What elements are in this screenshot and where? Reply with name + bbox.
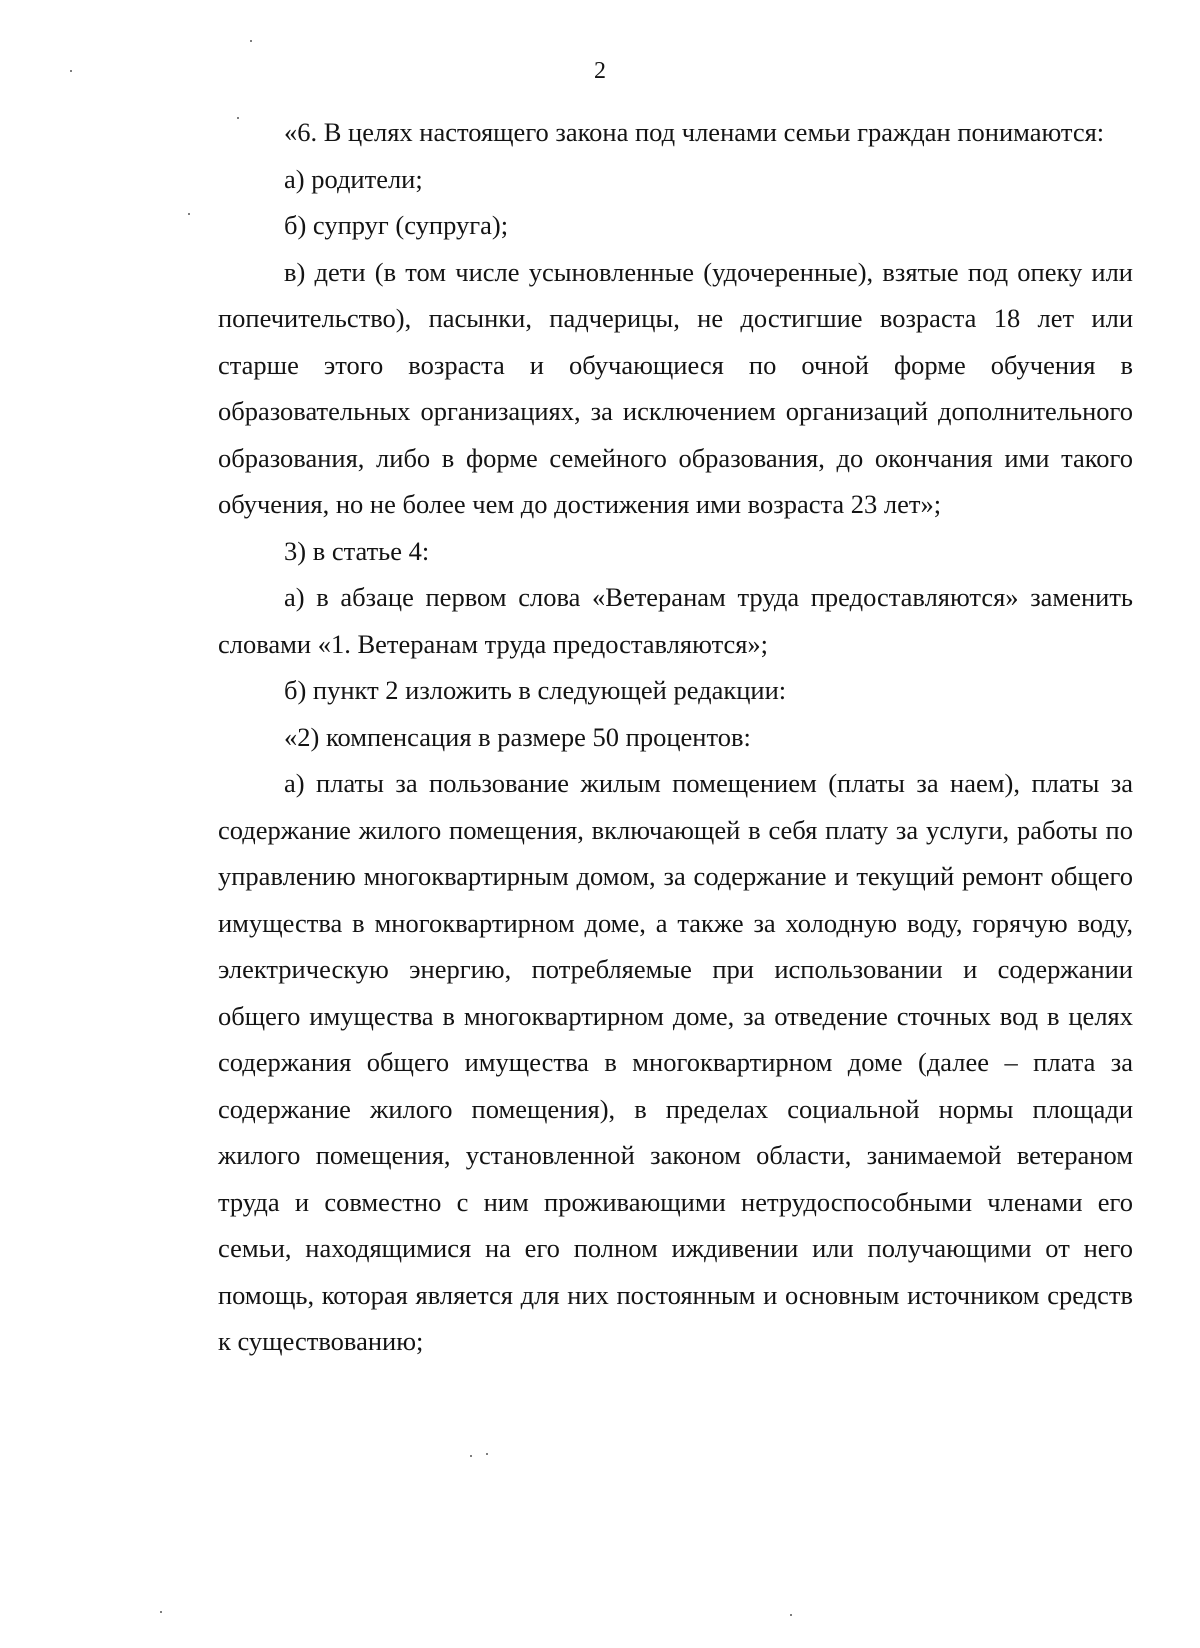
paragraph-family-members-definition: «6. В целях настоящего закона под членами семьи граждан понимаются:: [284, 117, 1105, 147]
scan-speck: [237, 117, 239, 119]
paragraph-item-a-parents: а) родители;: [284, 163, 423, 194]
paragraph-article-4-item-b: б) пункт 2 изложить в следующей редакции:: [284, 675, 787, 705]
scan-speck: [250, 40, 252, 42]
scan-speck: [70, 70, 72, 72]
paragraph-housing-payment: а) платы за пользование жилым помещением (платы за наем), платы за содержание жилого помещения, включающей в себя плату за услуги, работы по управлению многоквартирным домом, за содержание и текущий ремонт общего имущества в многоквартирном доме, а также за холодную воду, горячую воду, электрическую энергию, потребляемые при использовании и содержании общего имущества в многоквартирном доме, за отведение сточных вод в целях содержания общего имущества в многоквартирном доме (далее – плата за содержание жилого помещения), в пределах социальной нормы площади жилого помещения, установленной законом области, занимаемой ветераном труда и совместно с ним проживающими нетрудоспособными членами его семьи, находящимися на его полном иждивении или получающими от него помощь, которая является для них постоянным и основным источником средств к существованию;: [218, 768, 1133, 1356]
paragraph-item-c-children: в) дети (в том числе усыновленные (удочеренные), взятые под опеку или попечительство), пасынки, падчерицы, не достигшие возраста 18 лет или старше этого возраста и обучающиеся по очной форме обучения в образовательных организациях, за исключением организаций дополнительного образования, либо в форме семейного образования, до окончания ими такого обучения, но не более чем до достижения ими возраста 23 лет»;: [218, 256, 1133, 519]
scan-speck: [486, 1453, 488, 1455]
scan-speck: [188, 213, 190, 215]
page-number: 2: [594, 58, 606, 84]
scan-speck: [470, 1455, 472, 1457]
paragraph-compensation-50: «2) компенсация в размере 50 процентов:: [284, 721, 751, 752]
scan-speck: [160, 1611, 162, 1613]
paragraph-article-4: 3) в статье 4:: [284, 535, 430, 566]
paragraph-item-b-spouse: б) супруг (супруга);: [284, 210, 509, 240]
document-body: [218, 109, 1133, 1365]
scan-speck: [790, 1614, 792, 1616]
paragraph-article-4-item-a: а) в абзаце первом слова «Ветеранам труда предоставляются» заменить словами «1. Ветеранам труда предоставляются»;: [218, 582, 1133, 659]
